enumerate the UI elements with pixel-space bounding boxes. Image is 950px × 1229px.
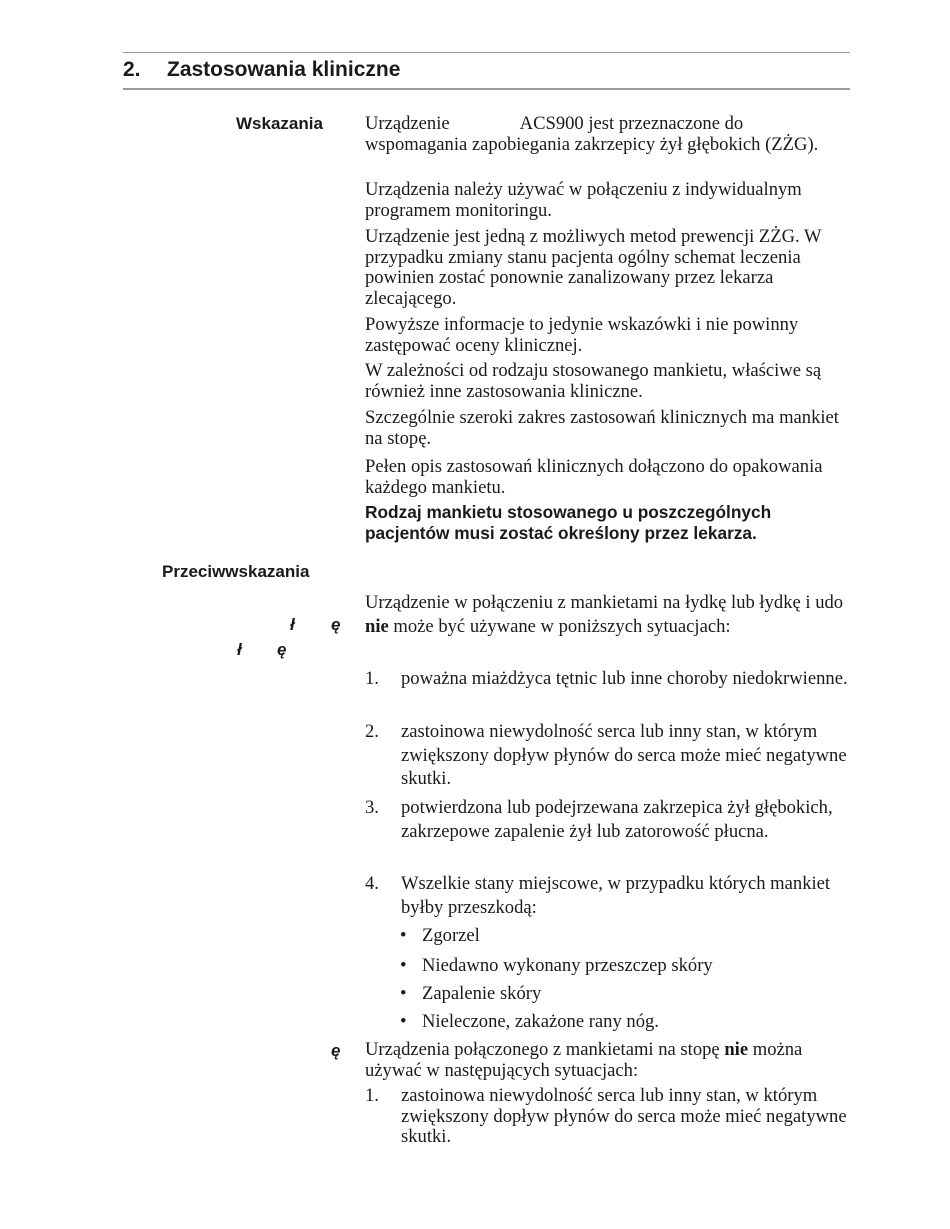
section-number: 2. bbox=[123, 58, 141, 81]
list-item-text: poważna miażdżyca tętnic lub inne choroby niedokrwienne. bbox=[401, 668, 848, 689]
section-title bbox=[123, 56, 400, 84]
indications-paragraph-7: Pełen opis zastosowań klinicznych dołączono do opakowania każdego mankietu. bbox=[365, 456, 823, 498]
list-item-number: 1. bbox=[365, 1085, 379, 1106]
bullet-text: Niedawno wykonany przeszczep skóry bbox=[422, 955, 713, 976]
calf-cuff-intro bbox=[365, 591, 850, 638]
indications-paragraph-2: Urządzenia należy używać w połączeniu z indywidualnym programem monitoringu. bbox=[365, 179, 802, 221]
indications-paragraph-6: Szczególnie szeroki zakres zastosowań klinicznych ma mankiet na stopę. bbox=[365, 407, 839, 449]
indications-p1-part1: Urządzenie bbox=[365, 113, 450, 134]
indications-paragraph-4: Powyższe informacje to jedynie wskazówki i nie powinny zastępować oceny klinicznej. bbox=[365, 314, 799, 356]
foot-intro-a: Urządzenia połączonego z mankietami na stopę bbox=[365, 1039, 725, 1060]
contraindications-label: Przeciwwskazania bbox=[162, 562, 310, 581]
indications-paragraph-3: Urządzenie jest jedną z możliwych metod prewencji ZŻG. W przypadku zmiany stanu pacjenta ogólny schemat leczenia powinien zostać ponownie zanalizowany przez lekarza zlecającego. bbox=[365, 226, 822, 309]
calf-intro-nie: nie bbox=[365, 615, 389, 637]
list-item-text: potwierdzona lub podejrzewana zakrzepica żył głębokich, zakrzepowe zapalenie żył lub zatorowość płucna. bbox=[401, 797, 833, 842]
list-item-text: zastoinowa niewydolność serca lub inny stan, w którym zwiększony dopływ płynów do serca może mieć negatywne skutki. bbox=[401, 1085, 847, 1147]
margin-glyph: ł bbox=[237, 640, 242, 659]
bullet-text: Zgorzel bbox=[422, 925, 480, 946]
indications-warning: Rodzaj mankietu stosowanego u poszczególnych pacjentów musi zostać określony przez lekarza. bbox=[365, 502, 772, 543]
indications-paragraph-5: W zależności od rodzaju stosowanego mankietu, właściwe są również inne zastosowania kliniczne. bbox=[365, 360, 822, 402]
list-item-number: 2. bbox=[365, 721, 379, 742]
margin-glyph: ę bbox=[331, 1041, 341, 1060]
section-title-text: Zastosowania kliniczne bbox=[167, 58, 401, 81]
bullet-icon: • bbox=[400, 925, 407, 946]
bullet-icon: • bbox=[400, 1011, 407, 1032]
indications-paragraph-1 bbox=[365, 114, 850, 155]
indications-label: Wskazania bbox=[236, 114, 323, 133]
list-item-number: 4. bbox=[365, 873, 379, 894]
margin-glyph: ę bbox=[277, 640, 287, 659]
list-item-number: 1. bbox=[365, 668, 379, 689]
indications-p1-part2: ACS900 jest przeznaczone do wspomagania zapobiegania zakrzepicy żył głębokich (ZŻG). bbox=[365, 113, 819, 155]
bullet-text: Nieleczone, zakażone rany nóg. bbox=[422, 1011, 659, 1032]
margin-glyph: ł bbox=[290, 615, 295, 634]
bullet-icon: • bbox=[400, 955, 407, 976]
header-rule-top bbox=[123, 52, 850, 53]
list-item-text: Wszelkie stany miejscowe, w przypadku których mankiet byłby przeszkodą: bbox=[401, 873, 831, 918]
foot-intro-b: można używać w następujących sytuacjach: bbox=[365, 1039, 803, 1081]
calf-intro-b: może być używane w poniższych sytuacjach: bbox=[388, 615, 731, 637]
bullet-text: Zapalenie skóry bbox=[422, 983, 542, 1004]
margin-glyph: ę bbox=[331, 615, 341, 634]
bullet-icon: • bbox=[400, 983, 407, 1004]
calf-intro-a: Urządzenie w połączeniu z mankietami na łydkę lub łydkę i udo bbox=[365, 592, 844, 613]
foot-intro-nie: nie bbox=[724, 1039, 749, 1060]
list-item-number: 3. bbox=[365, 797, 379, 818]
header-rule-bottom bbox=[123, 88, 850, 90]
list-item-text: zastoinowa niewydolność serca lub inny stan, w którym zwiększony dopływ płynów do serca może mieć negatywne skutki. bbox=[401, 721, 847, 789]
foot-cuff-intro bbox=[365, 1040, 850, 1081]
